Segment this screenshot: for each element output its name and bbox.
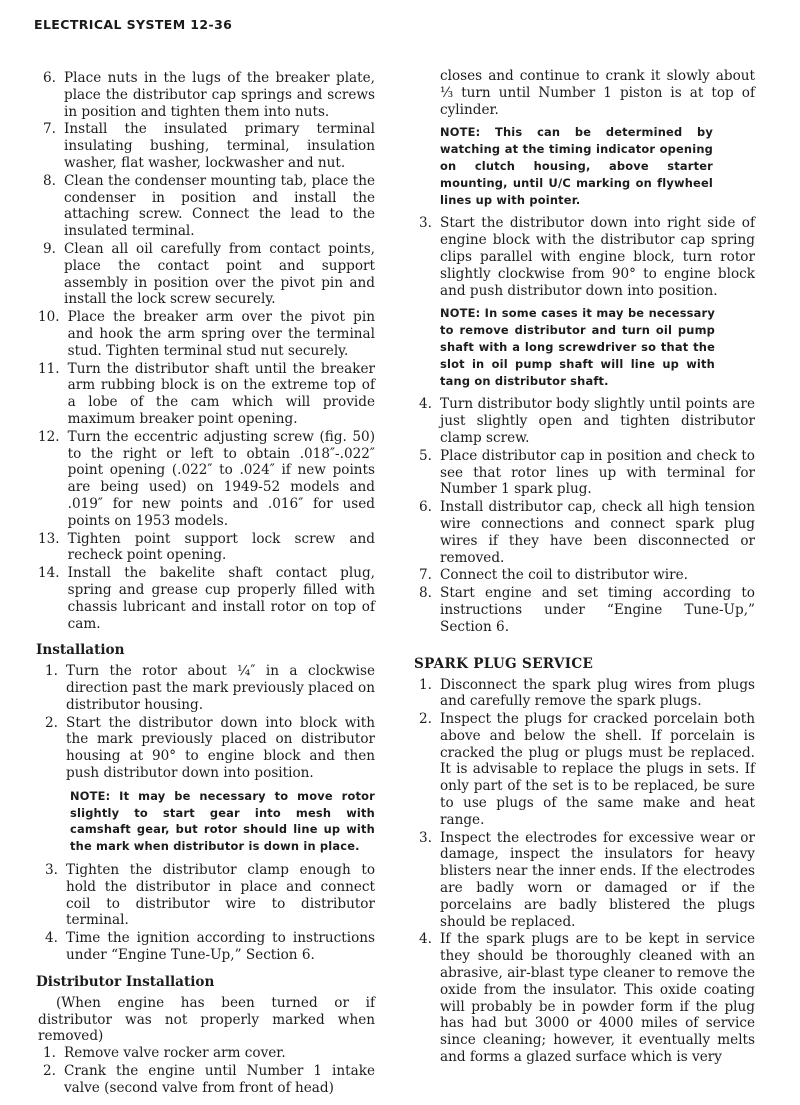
list-item <box>38 862 375 929</box>
distributor-installation-intro: (When engine has been turned or if distributor was not properly marked when removed) <box>38 994 375 1045</box>
note-oil-pump: NOTE: In some cases it may be necessary to remove distributor and turn oil pump shaft with a long screwdriver so that the slot in oil pump shaft will line up with tang on distributor shaft. <box>440 306 715 388</box>
list-item <box>418 567 755 584</box>
step-text: Install the insulated primary terminal insulating bushing, terminal, insulation washer, flat washer, lockwasher and nut. <box>64 121 375 171</box>
step-number: 8. <box>419 585 432 602</box>
list-item <box>38 531 375 565</box>
step-number: 1. <box>45 663 58 680</box>
step-text: Turn the rotor about ¼″ in a clockwise direction past the mark previously placed on distributor housing. <box>66 663 375 713</box>
list-item <box>418 396 755 446</box>
list-item <box>418 931 755 1065</box>
list-item <box>38 930 375 964</box>
step-text: Tighten point support lock screw and recheck point opening. <box>67 530 375 564</box>
step-text: Crank the engine until Number 1 intake valve (second valve from front of head) <box>64 1063 375 1096</box>
step-number: 12. <box>38 428 60 445</box>
list-item <box>38 70 375 120</box>
list-item <box>38 173 375 240</box>
step-text: Start the distributor down into block with the mark previously placed on distributor housing at 90° to engine block and then push distributor down into position. <box>66 714 375 782</box>
list-item <box>418 830 755 931</box>
step-text: Inspect the plugs for cracked porcelain both above and below the shell. If porcelain is cracked the plug or plugs must be replaced. It is advisable to replace the plugs in sets. If only part of the set is to be replaced, be sure to use plugs of the same make and heat range. <box>440 711 755 828</box>
list-item <box>418 499 755 566</box>
list-item <box>38 663 375 713</box>
step-text: Clean all oil carefully from contact points, place the contact point and support assembly in position over the pivot pin and install the lock screw securely. <box>64 240 375 308</box>
running-head: ELECTRICAL SYSTEM 12-36 <box>34 17 233 32</box>
step-number: 5. <box>419 447 432 464</box>
step-number: 1. <box>419 676 432 693</box>
step-text: Turn the distributor shaft until the breaker arm rubbing block is on the extreme top of a lobe of the cam which will provide maximum breaker point opening. <box>67 360 375 427</box>
step-text: Turn the eccentric adjusting screw (fig. 50) to the right or left to obtain .018″-.022″ point opening (.022″ to .024″ if new points are being used) on 1949-52 models and .019″ for new points and .016″ for used points on 1953 models. <box>67 428 375 529</box>
step-text: Disconnect the spark plug wires from plugs and carefully remove the spark plugs. <box>440 676 755 710</box>
step-number: 1. <box>43 1045 56 1062</box>
list-item <box>418 711 755 829</box>
distributor-installation-steps-continued <box>418 396 755 635</box>
step-text: Install distributor cap, check all high tension wire connections and connect spark plug wires if they have been disconnected or removed. <box>440 499 755 566</box>
step-text: Remove valve rocker arm cover. <box>64 1045 286 1062</box>
step-number: 14. <box>38 565 60 582</box>
step-number: 13. <box>38 530 60 547</box>
step-number: 3. <box>419 215 432 232</box>
step-number: 4. <box>45 930 58 947</box>
step-number: 2. <box>419 711 432 728</box>
note-timing-indicator: NOTE: This can be determined by watching at the timing indicator opening on clutch housing, above starter mounting, until U/C marking on flywheel lines up with pointer. <box>440 125 713 207</box>
step-number: 3. <box>419 829 432 846</box>
section-heading-installation: Installation <box>36 642 125 659</box>
step-number: 7. <box>43 121 56 138</box>
left-column <box>38 70 375 1097</box>
note-rotor: NOTE: It may be necessary to move rotor slightly to start gear into mesh with camshaft gear, but rotor should line up with the mark when distributor is down in place. <box>70 788 375 854</box>
step-number: 6. <box>419 499 432 516</box>
step-number: 11. <box>38 360 60 377</box>
step-text: Clean the condenser mounting tab, place the condenser in position and install the attaching screw. Connect the lead to the insulated terminal. <box>64 172 375 240</box>
step-number: 6. <box>43 70 56 86</box>
step-text: Place nuts in the lugs of the breaker plate, place the distributor cap springs and screws in position and tighten them into nuts. <box>64 70 375 120</box>
reassembly-steps <box>38 70 375 632</box>
continued-step-text: closes and continue to crank it slowly about ⅓ turn until Number 1 piston is at top of cylinder. <box>440 68 755 118</box>
list-item <box>418 215 755 299</box>
list-item <box>38 241 375 308</box>
step-text: Tighten the distributor clamp enough to hold the distributor in place and connect coil to distributor wire to distributor terminal. <box>66 862 375 929</box>
list-item <box>38 361 375 428</box>
list-item <box>418 585 755 635</box>
step-text: Place the breaker arm over the pivot pin and hook the arm spring over the terminal stud. Tighten terminal stud nut securely. <box>67 309 375 359</box>
step-text: Install the bakelite shaft contact plug, spring and grease cup properly filled with chassis lubricant and install rotor on top of cam. <box>67 565 375 632</box>
section-heading-spark-plug-service: SPARK PLUG SERVICE <box>414 655 594 672</box>
list-item <box>38 121 375 171</box>
step-text: Turn distributor body slightly until points are just slightly open and tighten distributor clamp screw. <box>440 396 755 446</box>
step-text: Start engine and set timing according to instructions under “Engine Tune-Up,” Section 6. <box>440 585 755 635</box>
step-number: 9. <box>43 240 56 257</box>
step-text: Start the distributor down into right side of engine block with the distributor cap spring clips parallel with engine block, turn rotor slightly clockwise from 90° to engine block and push distributor down into position. <box>440 215 755 299</box>
step-number: 4. <box>419 931 432 948</box>
step-number: 8. <box>43 172 56 189</box>
step-text: Connect the coil to distributor wire. <box>440 567 689 584</box>
list-item <box>38 429 375 530</box>
step-text: Place distributor cap in position and check to see that rotor lines up with terminal for Number 1 spark plug. <box>440 447 755 498</box>
step-number: 10. <box>38 309 60 326</box>
step-text: Inspect the electrodes for excessive wear or damage, inspect the insulators for heavy blisters near the inner ends. If the electrodes are badly worn or damaged or if the porcelains are badly blistered the plugs should be replaced. <box>440 829 755 930</box>
list-item <box>38 1063 375 1097</box>
list-item <box>38 565 375 632</box>
step-text: Time the ignition according to instructions under “Engine Tune-Up,” Section 6. <box>66 930 375 964</box>
right-column <box>414 68 755 1066</box>
list-item <box>38 309 375 359</box>
spark-plug-service-steps <box>418 677 755 1066</box>
step-number: 2. <box>45 714 58 731</box>
distributor-installation-steps <box>38 1045 375 1096</box>
step-number: 4. <box>419 396 432 413</box>
step-number: 2. <box>43 1063 56 1080</box>
section-heading-distributor-installation: Distributor Installation <box>36 973 215 990</box>
installation-steps <box>38 663 375 964</box>
list-item <box>38 715 375 782</box>
step-number: 3. <box>45 862 58 879</box>
step-number: 7. <box>419 567 432 584</box>
list-item <box>418 677 755 711</box>
list-item <box>38 1045 375 1062</box>
list-item <box>418 448 755 498</box>
step-text: If the spark plugs are to be kept in service they should be thoroughly cleaned with an abrasive, air-blast type cleaner to remove the oxide from the insulator. This oxide coating will probably be in powder form if the plug has had but 3000 or 4000 miles of service since cleaning; however, it eventually melts and forms a glazed surface which is very <box>440 931 755 1066</box>
